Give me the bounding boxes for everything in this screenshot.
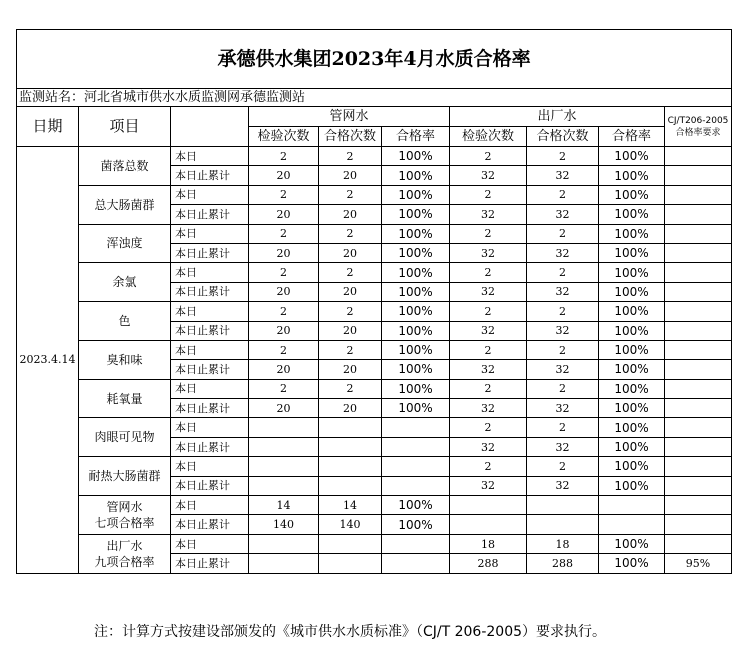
plant-rate-cell: 100% bbox=[599, 243, 665, 262]
plant-passed-cell: 2 bbox=[527, 147, 599, 166]
table-row bbox=[17, 379, 732, 398]
period-label: 本日 bbox=[171, 457, 249, 476]
plant-passed-cell: 2 bbox=[527, 418, 599, 437]
pipe-passed-cell: 2 bbox=[319, 263, 382, 282]
pipe-tested-cell: 2 bbox=[249, 379, 319, 398]
plant-tested-header: 检验次数 bbox=[450, 127, 527, 147]
plant-passed-cell: 2 bbox=[527, 379, 599, 398]
plant-rate-cell: 100% bbox=[599, 224, 665, 243]
plant-rate-cell: 100% bbox=[599, 360, 665, 379]
pipe-tested-cell: 2 bbox=[249, 224, 319, 243]
plant-rate-cell: 100% bbox=[599, 205, 665, 224]
standard-rate-cell bbox=[665, 418, 732, 437]
pipe-tested-cell: 2 bbox=[249, 263, 319, 282]
plant-passed-cell: 32 bbox=[527, 205, 599, 224]
plant-tested-cell: 32 bbox=[450, 321, 527, 340]
plant-tested-cell: 2 bbox=[450, 263, 527, 282]
plant-rate-cell: 100% bbox=[599, 166, 665, 185]
pipe-rate-header: 合格率 bbox=[382, 127, 450, 147]
standard-rate-cell bbox=[665, 476, 732, 495]
pipe-rate-cell: 100% bbox=[382, 147, 450, 166]
item-name: 色 bbox=[79, 302, 171, 341]
plant-passed-cell: 32 bbox=[527, 437, 599, 456]
table-row bbox=[17, 457, 732, 476]
plant-rate-cell: 100% bbox=[599, 321, 665, 340]
pipe-passed-cell: 20 bbox=[319, 282, 382, 301]
plant-rate-cell: 100% bbox=[599, 476, 665, 495]
pipe-rate-cell: 100% bbox=[382, 515, 450, 534]
plant-passed-cell: 288 bbox=[527, 554, 599, 573]
period-label: 本日 bbox=[171, 147, 249, 166]
table-row bbox=[17, 224, 732, 243]
period-label: 本日止累计 bbox=[171, 321, 249, 340]
plant-passed-cell: 2 bbox=[527, 263, 599, 282]
plant-rate-cell: 100% bbox=[599, 418, 665, 437]
report-date: 2023.4.14 bbox=[17, 147, 79, 574]
plant-passed-cell: 18 bbox=[527, 534, 599, 553]
item-name: 耗氧量 bbox=[79, 379, 171, 418]
standard-rate-cell bbox=[665, 205, 732, 224]
pipe-passed-header: 合格次数 bbox=[319, 127, 382, 147]
plant-rate-cell bbox=[599, 496, 665, 515]
footnote: 注：计算方式按建设部颁发的《城市供水水质标准》（CJ/T 206-2005）要求执行。 bbox=[94, 624, 607, 640]
plant-passed-cell: 32 bbox=[527, 399, 599, 418]
standard-rate-cell bbox=[665, 515, 732, 534]
pipe-passed-cell: 2 bbox=[319, 224, 382, 243]
period-label: 本日止累计 bbox=[171, 166, 249, 185]
table-row bbox=[17, 418, 732, 437]
item-name: 管网水 七项合格率 bbox=[79, 496, 171, 535]
pipe-tested-cell: 20 bbox=[249, 399, 319, 418]
table-row bbox=[17, 185, 732, 204]
plant-passed-cell: 32 bbox=[527, 321, 599, 340]
pipe-passed-cell bbox=[319, 534, 382, 553]
plant-rate-cell: 100% bbox=[599, 399, 665, 418]
station-name: 监测站名：河北省城市供水水质监测网承德监测站 bbox=[17, 89, 732, 107]
plant-rate-cell: 100% bbox=[599, 554, 665, 573]
plant-tested-cell: 32 bbox=[450, 243, 527, 262]
standard-rate-cell bbox=[665, 399, 732, 418]
plant-tested-cell: 2 bbox=[450, 340, 527, 359]
pipe-rate-cell: 100% bbox=[382, 496, 450, 515]
plant-passed-cell: 2 bbox=[527, 340, 599, 359]
item-name: 菌落总数 bbox=[79, 147, 171, 186]
plant-tested-cell: 18 bbox=[450, 534, 527, 553]
pipe-tested-cell: 20 bbox=[249, 321, 319, 340]
date-header: 日期 bbox=[17, 107, 79, 147]
pipe-passed-cell: 20 bbox=[319, 399, 382, 418]
pipe-passed-cell: 14 bbox=[319, 496, 382, 515]
pipe-passed-cell bbox=[319, 437, 382, 456]
plant-passed-cell: 32 bbox=[527, 282, 599, 301]
plant-water-header: 出厂水 bbox=[450, 107, 665, 127]
pipe-tested-cell bbox=[249, 457, 319, 476]
pipe-tested-cell: 20 bbox=[249, 282, 319, 301]
item-name: 耐热大肠菌群 bbox=[79, 457, 171, 496]
period-label: 本日止累计 bbox=[171, 360, 249, 379]
plant-passed-header: 合格次数 bbox=[527, 127, 599, 147]
period-label: 本日 bbox=[171, 418, 249, 437]
plant-rate-cell: 100% bbox=[599, 437, 665, 456]
period-label: 本日止累计 bbox=[171, 515, 249, 534]
item-name: 肉眼可见物 bbox=[79, 418, 171, 457]
pipe-passed-cell: 20 bbox=[319, 166, 382, 185]
item-name: 余氯 bbox=[79, 263, 171, 302]
plant-passed-cell: 32 bbox=[527, 360, 599, 379]
pipe-passed-cell: 2 bbox=[319, 379, 382, 398]
period-label: 本日 bbox=[171, 263, 249, 282]
standard-rate-cell bbox=[665, 534, 732, 553]
period-label: 本日 bbox=[171, 379, 249, 398]
pipe-tested-cell: 2 bbox=[249, 147, 319, 166]
period-label: 本日止累计 bbox=[171, 282, 249, 301]
plant-tested-cell: 2 bbox=[450, 302, 527, 321]
plant-rate-cell: 100% bbox=[599, 282, 665, 301]
standard-rate-cell bbox=[665, 166, 732, 185]
standard-rate-cell bbox=[665, 243, 732, 262]
plant-tested-cell: 32 bbox=[450, 360, 527, 379]
item-name: 出厂水 九项合格率 bbox=[79, 534, 171, 573]
period-label: 本日 bbox=[171, 496, 249, 515]
plant-passed-cell: 2 bbox=[527, 457, 599, 476]
period-label: 本日止累计 bbox=[171, 476, 249, 495]
item-header: 项目 bbox=[79, 107, 171, 147]
pipe-passed-cell: 140 bbox=[319, 515, 382, 534]
pipe-passed-cell bbox=[319, 457, 382, 476]
plant-passed-cell bbox=[527, 515, 599, 534]
item-name: 总大肠菌群 bbox=[79, 185, 171, 224]
period-label: 本日 bbox=[171, 534, 249, 553]
pipe-rate-cell: 100% bbox=[382, 185, 450, 204]
pipe-passed-cell bbox=[319, 476, 382, 495]
standard-rate-cell bbox=[665, 263, 732, 282]
plant-tested-cell: 2 bbox=[450, 379, 527, 398]
table-row bbox=[17, 340, 732, 359]
standard-rate-cell bbox=[665, 185, 732, 204]
standard-rate-cell bbox=[665, 437, 732, 456]
plant-tested-cell: 32 bbox=[450, 437, 527, 456]
pipe-tested-cell bbox=[249, 534, 319, 553]
plant-passed-cell: 2 bbox=[527, 302, 599, 321]
standard-requirement-header: CJ/T206-2005合格率要求 bbox=[665, 107, 732, 147]
plant-tested-cell: 2 bbox=[450, 224, 527, 243]
pipe-tested-cell bbox=[249, 476, 319, 495]
plant-tested-cell: 2 bbox=[450, 185, 527, 204]
pipe-passed-cell: 20 bbox=[319, 243, 382, 262]
pipe-rate-cell: 100% bbox=[382, 360, 450, 379]
pipe-rate-cell: 100% bbox=[382, 340, 450, 359]
plant-rate-cell: 100% bbox=[599, 379, 665, 398]
pipe-passed-cell: 2 bbox=[319, 340, 382, 359]
period-label: 本日 bbox=[171, 340, 249, 359]
plant-tested-cell: 2 bbox=[450, 418, 527, 437]
pipe-tested-cell: 20 bbox=[249, 360, 319, 379]
pipe-passed-cell: 20 bbox=[319, 321, 382, 340]
item-name: 浑浊度 bbox=[79, 224, 171, 263]
pipe-rate-cell: 100% bbox=[382, 263, 450, 282]
table-row bbox=[17, 302, 732, 321]
pipe-water-header: 管网水 bbox=[249, 107, 450, 127]
standard-rate-cell bbox=[665, 302, 732, 321]
plant-rate-cell: 100% bbox=[599, 302, 665, 321]
pipe-tested-cell: 2 bbox=[249, 302, 319, 321]
table-row bbox=[17, 534, 732, 553]
plant-rate-cell: 100% bbox=[599, 534, 665, 553]
pipe-tested-cell: 20 bbox=[249, 243, 319, 262]
standard-rate-cell bbox=[665, 340, 732, 359]
pipe-tested-cell: 140 bbox=[249, 515, 319, 534]
period-label: 本日 bbox=[171, 302, 249, 321]
plant-tested-cell: 288 bbox=[450, 554, 527, 573]
period-label: 本日 bbox=[171, 224, 249, 243]
pipe-tested-cell bbox=[249, 554, 319, 573]
plant-passed-cell: 32 bbox=[527, 476, 599, 495]
pipe-rate-cell: 100% bbox=[382, 379, 450, 398]
water-quality-table bbox=[16, 29, 732, 574]
pipe-passed-cell: 2 bbox=[319, 302, 382, 321]
pipe-rate-cell: 100% bbox=[382, 399, 450, 418]
pipe-tested-cell: 20 bbox=[249, 205, 319, 224]
pipe-rate-cell: 100% bbox=[382, 224, 450, 243]
pipe-rate-cell: 100% bbox=[382, 302, 450, 321]
pipe-rate-cell: 100% bbox=[382, 282, 450, 301]
pipe-passed-cell: 2 bbox=[319, 185, 382, 204]
plant-tested-cell: 2 bbox=[450, 147, 527, 166]
plant-tested-cell: 32 bbox=[450, 282, 527, 301]
plant-tested-cell: 32 bbox=[450, 205, 527, 224]
plant-tested-cell: 32 bbox=[450, 399, 527, 418]
table-row bbox=[17, 496, 732, 515]
plant-tested-cell: 2 bbox=[450, 457, 527, 476]
plant-rate-cell: 100% bbox=[599, 340, 665, 359]
period-label: 本日止累计 bbox=[171, 243, 249, 262]
period-label: 本日止累计 bbox=[171, 554, 249, 573]
period-label: 本日止累计 bbox=[171, 399, 249, 418]
pipe-passed-cell: 2 bbox=[319, 147, 382, 166]
pipe-rate-cell bbox=[382, 554, 450, 573]
pipe-tested-cell: 14 bbox=[249, 496, 319, 515]
plant-passed-cell: 32 bbox=[527, 243, 599, 262]
plant-tested-cell bbox=[450, 515, 527, 534]
pipe-rate-cell: 100% bbox=[382, 243, 450, 262]
plant-rate-cell bbox=[599, 515, 665, 534]
plant-rate-cell: 100% bbox=[599, 263, 665, 282]
pipe-tested-header: 检验次数 bbox=[249, 127, 319, 147]
plant-tested-cell bbox=[450, 496, 527, 515]
standard-rate-cell bbox=[665, 224, 732, 243]
standard-rate-cell bbox=[665, 379, 732, 398]
pipe-rate-cell: 100% bbox=[382, 166, 450, 185]
pipe-tested-cell: 2 bbox=[249, 340, 319, 359]
plant-passed-cell: 2 bbox=[527, 224, 599, 243]
pipe-rate-cell bbox=[382, 418, 450, 437]
plant-rate-cell: 100% bbox=[599, 457, 665, 476]
standard-rate-cell bbox=[665, 282, 732, 301]
plant-tested-cell: 32 bbox=[450, 476, 527, 495]
period-label: 本日止累计 bbox=[171, 205, 249, 224]
pipe-passed-cell: 20 bbox=[319, 205, 382, 224]
report-title: 承德供水集团2023年4月水质合格率 bbox=[17, 30, 732, 89]
plant-passed-cell: 2 bbox=[527, 185, 599, 204]
pipe-tested-cell bbox=[249, 418, 319, 437]
pipe-passed-cell: 20 bbox=[319, 360, 382, 379]
pipe-tested-cell bbox=[249, 437, 319, 456]
table-row bbox=[17, 147, 732, 166]
pipe-passed-cell bbox=[319, 418, 382, 437]
standard-rate-cell bbox=[665, 496, 732, 515]
pipe-tested-cell: 2 bbox=[249, 185, 319, 204]
pipe-rate-cell bbox=[382, 437, 450, 456]
pipe-rate-cell bbox=[382, 457, 450, 476]
plant-passed-cell: 32 bbox=[527, 166, 599, 185]
standard-rate-cell: 95% bbox=[665, 554, 732, 573]
standard-rate-cell bbox=[665, 147, 732, 166]
pipe-rate-cell: 100% bbox=[382, 205, 450, 224]
period-label: 本日止累计 bbox=[171, 437, 249, 456]
pipe-rate-cell bbox=[382, 476, 450, 495]
plant-rate-header: 合格率 bbox=[599, 127, 665, 147]
plant-rate-cell: 100% bbox=[599, 185, 665, 204]
pipe-passed-cell bbox=[319, 554, 382, 573]
item-name: 臭和味 bbox=[79, 340, 171, 379]
pipe-rate-cell: 100% bbox=[382, 321, 450, 340]
table-row bbox=[17, 263, 732, 282]
pipe-rate-cell bbox=[382, 534, 450, 553]
period-label: 本日 bbox=[171, 185, 249, 204]
standard-rate-cell bbox=[665, 360, 732, 379]
standard-rate-cell bbox=[665, 457, 732, 476]
plant-passed-cell bbox=[527, 496, 599, 515]
period-header bbox=[171, 107, 249, 147]
standard-rate-cell bbox=[665, 321, 732, 340]
plant-rate-cell: 100% bbox=[599, 147, 665, 166]
pipe-tested-cell: 20 bbox=[249, 166, 319, 185]
plant-tested-cell: 32 bbox=[450, 166, 527, 185]
